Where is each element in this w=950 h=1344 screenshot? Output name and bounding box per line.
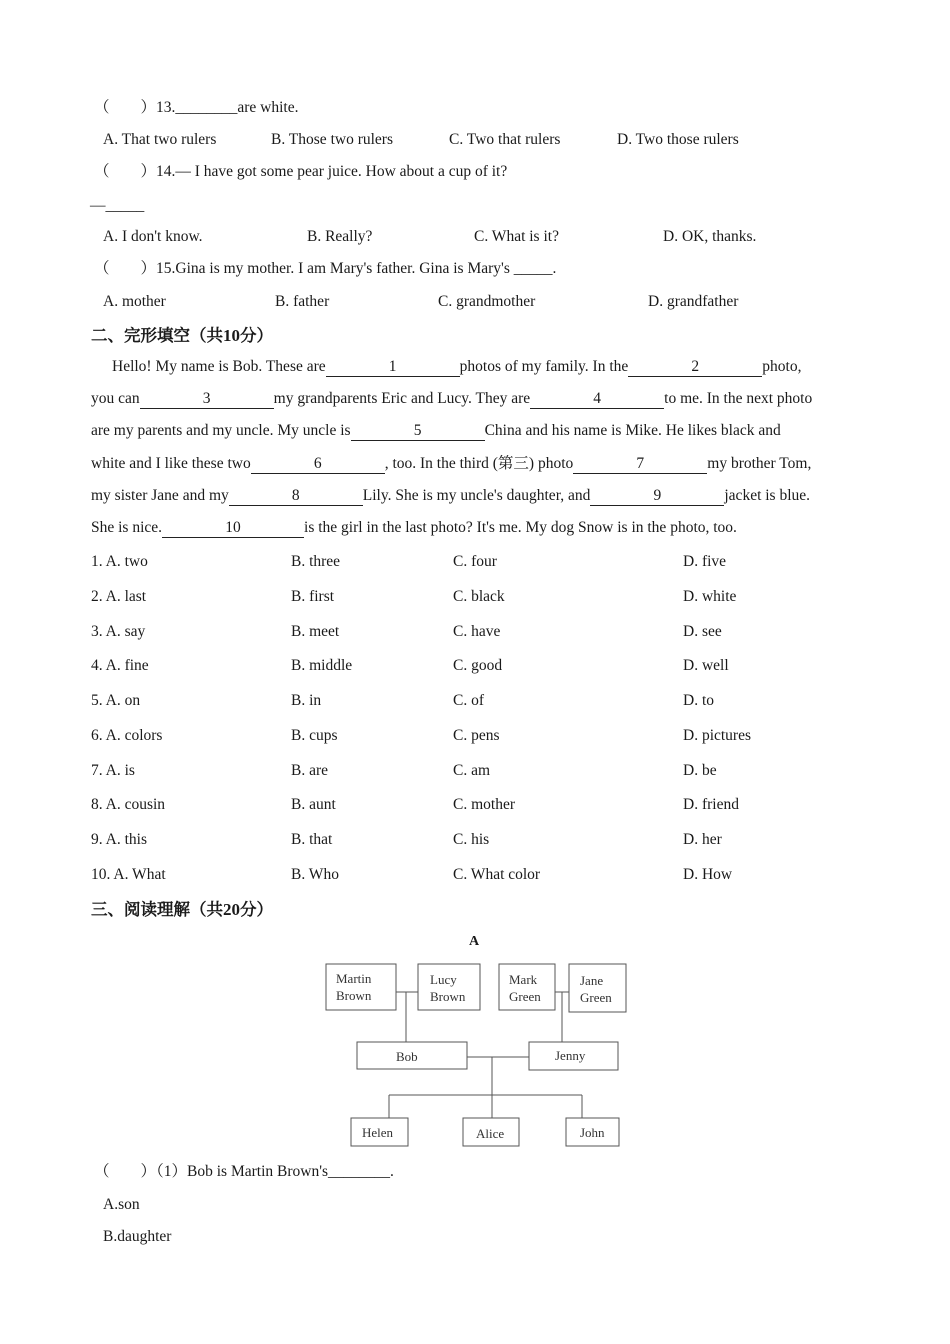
q14-option-d: D. OK, thanks. — [663, 228, 757, 245]
name-martin: Martin — [336, 971, 372, 986]
answer-paren: （ ） — [94, 99, 157, 116]
name-brown: Brown — [430, 989, 466, 1004]
answer-blank: _____ — [513, 260, 553, 277]
choice-6-b: B. cups — [291, 727, 338, 744]
question-text: are white. — [237, 99, 299, 116]
choice-3-d: D. see — [683, 623, 722, 640]
choice-5-d: D. to — [683, 692, 714, 709]
choice-4-d: D. well — [683, 657, 729, 674]
choice-3-b: B. meet — [291, 623, 340, 640]
question-number: 15. — [156, 260, 176, 277]
blank-3: 3 — [140, 390, 274, 409]
choice-5-c: C. of — [453, 692, 484, 709]
choice-5-a: 5. A. on — [91, 692, 141, 709]
blank-10: 10 — [162, 519, 304, 538]
question-text: Bob is Martin Brown's — [187, 1163, 329, 1180]
choice-8-c: C. mother — [453, 796, 515, 813]
q15-option-c: C. grandmother — [438, 293, 536, 310]
section-2-heading: 二、完形填空（共10分） — [91, 326, 273, 345]
cloze-line-3: are my parents and my uncle. My uncle is 5 China and his name is Mike. He likes black and — [91, 422, 781, 439]
family-tree-diagram — [320, 955, 640, 1155]
choice-7-a: 7. A. is — [91, 762, 135, 779]
name-helen: Helen — [362, 1125, 394, 1140]
question-text: Gina is my mother. I am Mary's father. Gina is Mary's — [175, 260, 510, 277]
q15-option-d: D. grandfather — [648, 293, 739, 310]
q14-option-b: B. Really? — [307, 228, 373, 245]
name-bob: Bob — [396, 1049, 418, 1064]
answer-blank: ________ — [328, 1163, 391, 1180]
name-mark: Mark — [509, 972, 538, 987]
section-3-heading: 三、阅读理解（共20分） — [91, 900, 273, 919]
choice-7-b: B. are — [291, 762, 329, 779]
blank-8: 8 — [229, 487, 363, 506]
choice-4-b: B. middle — [291, 657, 353, 674]
blank-1: 1 — [326, 358, 460, 377]
question-14 — [94, 162, 507, 182]
q13-option-b: B. Those two rulers — [271, 131, 393, 148]
q15-option-b: B. father — [275, 293, 330, 310]
blank-9: 9 — [590, 487, 724, 506]
choice-1-d: D. five — [683, 553, 727, 570]
q15-option-a: A. mother — [103, 293, 166, 310]
choice-2-a: 2. A. last — [91, 588, 147, 605]
choice-10-a: 10. A. What — [91, 866, 166, 883]
choice-7-d: D. be — [683, 762, 717, 779]
q13-option-d: D. Two those rulers — [617, 131, 739, 148]
choice-8-b: B. aunt — [291, 796, 336, 813]
name-lucy: Lucy — [430, 972, 457, 987]
choice-3-a: 3. A. say — [91, 623, 146, 640]
blank-5: 5 — [351, 422, 485, 441]
choice-8-d: D. friend — [683, 796, 739, 813]
name-jenny: Jenny — [555, 1048, 586, 1063]
name-brown: Brown — [336, 988, 372, 1003]
choice-6-a: 6. A. colors — [91, 727, 163, 744]
reading-question-1 — [94, 1162, 394, 1182]
name-alice: Alice — [476, 1126, 505, 1141]
choice-4-a: 4. A. fine — [91, 657, 149, 674]
question-end: . — [390, 1163, 394, 1180]
choice-6-c: C. pens — [453, 727, 500, 744]
choice-10-b: B. Who — [291, 866, 339, 883]
choice-9-a: 9. A. this — [91, 831, 147, 848]
q14-option-c: C. What is it? — [474, 228, 559, 245]
name-green: Green — [580, 990, 612, 1005]
choice-6-d: D. pictures — [683, 727, 752, 744]
answer-paren: （ ） — [94, 1163, 157, 1180]
q14-option-a: A. I don't know. — [103, 228, 203, 245]
cloze-line-4: white and I like these two 6 , too. In the third (第三) photo 7 my brother Tom, — [91, 455, 812, 472]
reading-q1-option-b: B.daughter — [103, 1228, 172, 1245]
choice-8-a: 8. A. cousin — [91, 796, 166, 813]
reading-q1-option-a: A.son — [103, 1196, 140, 1213]
choice-10-d: D. How — [683, 866, 733, 883]
question-15 — [94, 259, 556, 279]
blank-4: 4 — [530, 390, 664, 409]
question-text: — I have got some pear juice. How about a cup of it? — [175, 163, 508, 180]
question-end: . — [552, 260, 557, 277]
choice-9-b: B. that — [291, 831, 333, 848]
answer-paren: （ ） — [94, 260, 157, 277]
question-number: 14. — [156, 163, 176, 180]
choice-7-c: C. am — [453, 762, 491, 779]
choice-10-c: C. What color — [453, 866, 541, 883]
q13-option-c: C. Two that rulers — [449, 131, 561, 148]
answer-paren: （ ） — [94, 163, 157, 180]
question-number: 13. — [156, 99, 176, 116]
choice-1-a: 1. A. two — [91, 553, 148, 570]
cloze-line-5: my sister Jane and my 8 Lily. She is my uncle's daughter, and 9 jacket is blue. — [91, 487, 811, 504]
choice-1-c: C. four — [453, 553, 497, 570]
choice-3-c: C. have — [453, 623, 501, 640]
name-john: John — [580, 1125, 605, 1140]
question-14-reply — [90, 196, 144, 216]
name-jane: Jane — [580, 973, 604, 988]
cloze-line-6: She is nice. 10 is the girl in the last photo? It's me. My dog Snow is in the photo, too. — [91, 519, 737, 536]
blank-7: 7 — [573, 455, 707, 474]
cloze-line-1: Hello! My name is Bob. These are 1 photos of my family. In the 2 photo, — [112, 358, 802, 375]
choice-5-b: B. in — [291, 692, 322, 709]
cloze-line-2: you can 3 my grandparents Eric and Lucy. They are 4 to me. In the next photo — [91, 390, 813, 407]
passage-label: A — [469, 934, 480, 949]
choice-9-d: D. her — [683, 831, 722, 848]
name-green: Green — [509, 989, 541, 1004]
choice-9-c: C. his — [453, 831, 490, 848]
q13-option-a: A. That two rulers — [103, 131, 217, 148]
blank-2: 2 — [628, 358, 762, 377]
answer-blank: _____ — [105, 197, 145, 214]
choice-2-b: B. first — [291, 588, 335, 605]
choice-4-c: C. good — [453, 657, 503, 674]
choice-2-d: D. white — [683, 588, 737, 605]
choice-1-b: B. three — [291, 553, 341, 570]
question-13 — [94, 98, 299, 118]
reply-dash: — — [90, 197, 106, 214]
choice-2-c: C. black — [453, 588, 505, 605]
answer-blank: ________ — [175, 99, 238, 116]
question-number: （1） — [156, 1163, 188, 1180]
blank-6: 6 — [251, 455, 385, 474]
